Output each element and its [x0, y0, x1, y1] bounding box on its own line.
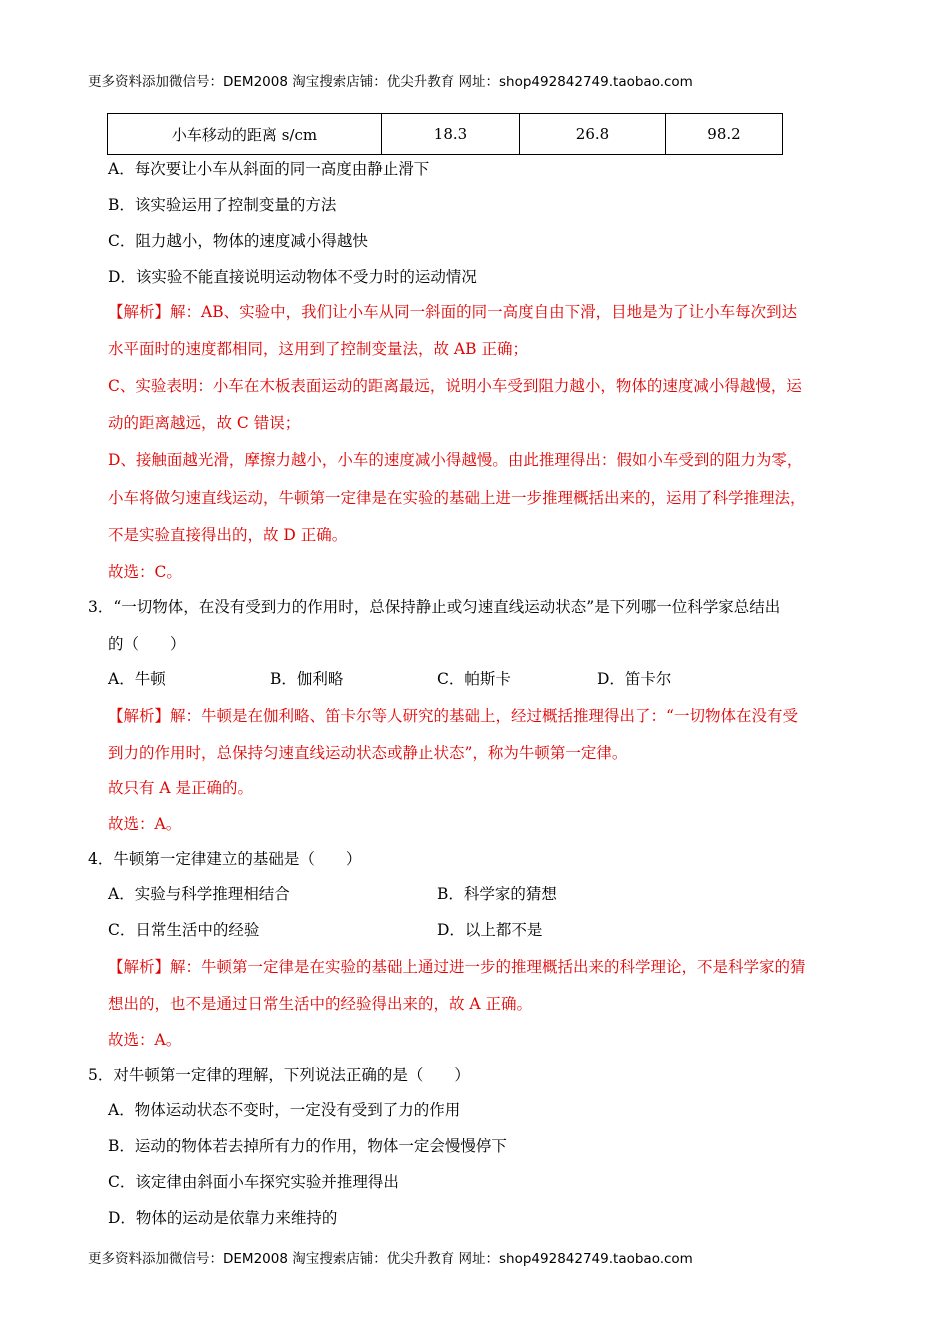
q2-answer: 故选：C。: [108, 563, 182, 581]
page-header: 更多资料添加微信号：DEM2008 淘宝搜索店铺：优尖升教育 网址：shop492842749.taobao.com: [88, 74, 693, 90]
distance-table: [107, 113, 783, 155]
table-row-label: 小车移动的距离 s/cm: [108, 114, 382, 155]
q2-option-c: C．阻力越小，物体的速度减小得越快: [108, 232, 368, 250]
analysis-label: 【解析】: [108, 958, 171, 976]
q3-analysis-line: 【解析】解：牛顿是在伽利略、笛卡尔等人研究的基础上，经过概括推理得出了：“一切物体在没有受: [108, 707, 798, 725]
q2-analysis-line: C、实验表明：小车在木板表面运动的距离最远，说明小车受到阻力越小，物体的速度减小得越慢，运: [108, 377, 802, 395]
table-cell: 26.8: [520, 114, 666, 155]
q3-answer: 故选：A。: [108, 815, 182, 833]
q2-option-d: D．该实验不能直接说明运动物体不受力时的运动情况: [108, 268, 477, 286]
q4-option-d: D．以上都不是: [437, 921, 543, 939]
q5-option-b: B．运动的物体若去掉所有力的作用，物体一定会慢慢停下: [108, 1137, 507, 1155]
q3-option-a: A．牛顿: [108, 670, 166, 688]
q4-answer: 故选：A。: [108, 1031, 182, 1049]
q4-stem: 4．牛顿第一定律建立的基础是（ ）: [88, 850, 362, 868]
q4-option-b: B．科学家的猜想: [437, 885, 557, 903]
table-cell: 18.3: [382, 114, 520, 155]
analysis-label: 【解析】: [108, 303, 171, 321]
q3-option-b: B．伽利略: [270, 670, 344, 688]
q2-analysis-line: 【解析】解：AB、实验中，我们让小车从同一斜面的同一高度自由下滑，目地是为了让小车每次到达: [108, 303, 798, 321]
q2-option-a: A．每次要让小车从斜面的同一高度由静止滑下: [108, 160, 430, 178]
q2-analysis-line: 水平面时的速度都相同，这用到了控制变量法，故 AB 正确；: [108, 340, 528, 358]
analysis-label: 【解析】: [108, 707, 171, 725]
q3-analysis-line: 到力的作用时，总保持匀速直线运动状态或静止状态”，称为牛顿第一定律。: [108, 744, 628, 762]
q2-analysis-line: 不是实验直接得出的，故 D 正确。: [108, 526, 348, 544]
q3-option-d: D．笛卡尔: [597, 670, 672, 688]
q5-option-d: D．物体的运动是依靠力来维持的: [108, 1209, 338, 1227]
q3-stem-cont: 的（ ）: [108, 635, 186, 653]
q5-option-c: C．该定律由斜面小车探究实验并推理得出: [108, 1173, 399, 1191]
q3-option-c: C．帕斯卡: [437, 670, 511, 688]
table-cell: 98.2: [666, 114, 783, 155]
q5-option-a: A．物体运动状态不变时，一定没有受到了力的作用: [108, 1101, 461, 1119]
q2-analysis-line: 动的距离越远，故 C 错误；: [108, 414, 301, 432]
q5-stem: 5．对牛顿第一定律的理解，下列说法正确的是（ ）: [88, 1066, 470, 1084]
q3-stem: 3．“一切物体，在没有受到力的作用时，总保持静止或匀速直线运动状态”是下列哪一位科学家总结出: [88, 598, 781, 616]
q3-analysis-line: 故只有 A 是正确的。: [108, 779, 254, 797]
q4-option-a: A．实验与科学推理相结合: [108, 885, 290, 903]
q4-option-c: C．日常生活中的经验: [108, 921, 260, 939]
q2-option-b: B．该实验运用了控制变量的方法: [108, 196, 337, 214]
q2-analysis-line: 小车将做匀速直线运动，牛顿第一定律是在实验的基础上进一步推理概括出来的，运用了科学推理法，: [108, 489, 806, 507]
page-footer: 更多资料添加微信号：DEM2008 淘宝搜索店铺：优尖升教育 网址：shop492842749.taobao.com: [88, 1251, 693, 1267]
q4-analysis-line: 想出的，也不是通过日常生活中的经验得出来的，故 A 正确。: [108, 995, 533, 1013]
table-row: [108, 114, 783, 155]
q4-analysis-line: 【解析】解：牛顿第一定律是在实验的基础上通过进一步的推理概括出来的科学理论，不是科学家的猜: [108, 958, 806, 976]
q2-analysis-line: D、接触面越光滑，摩擦力越小，小车的速度减小得越慢。由此推理得出：假如小车受到的阻力为零，: [108, 451, 803, 469]
